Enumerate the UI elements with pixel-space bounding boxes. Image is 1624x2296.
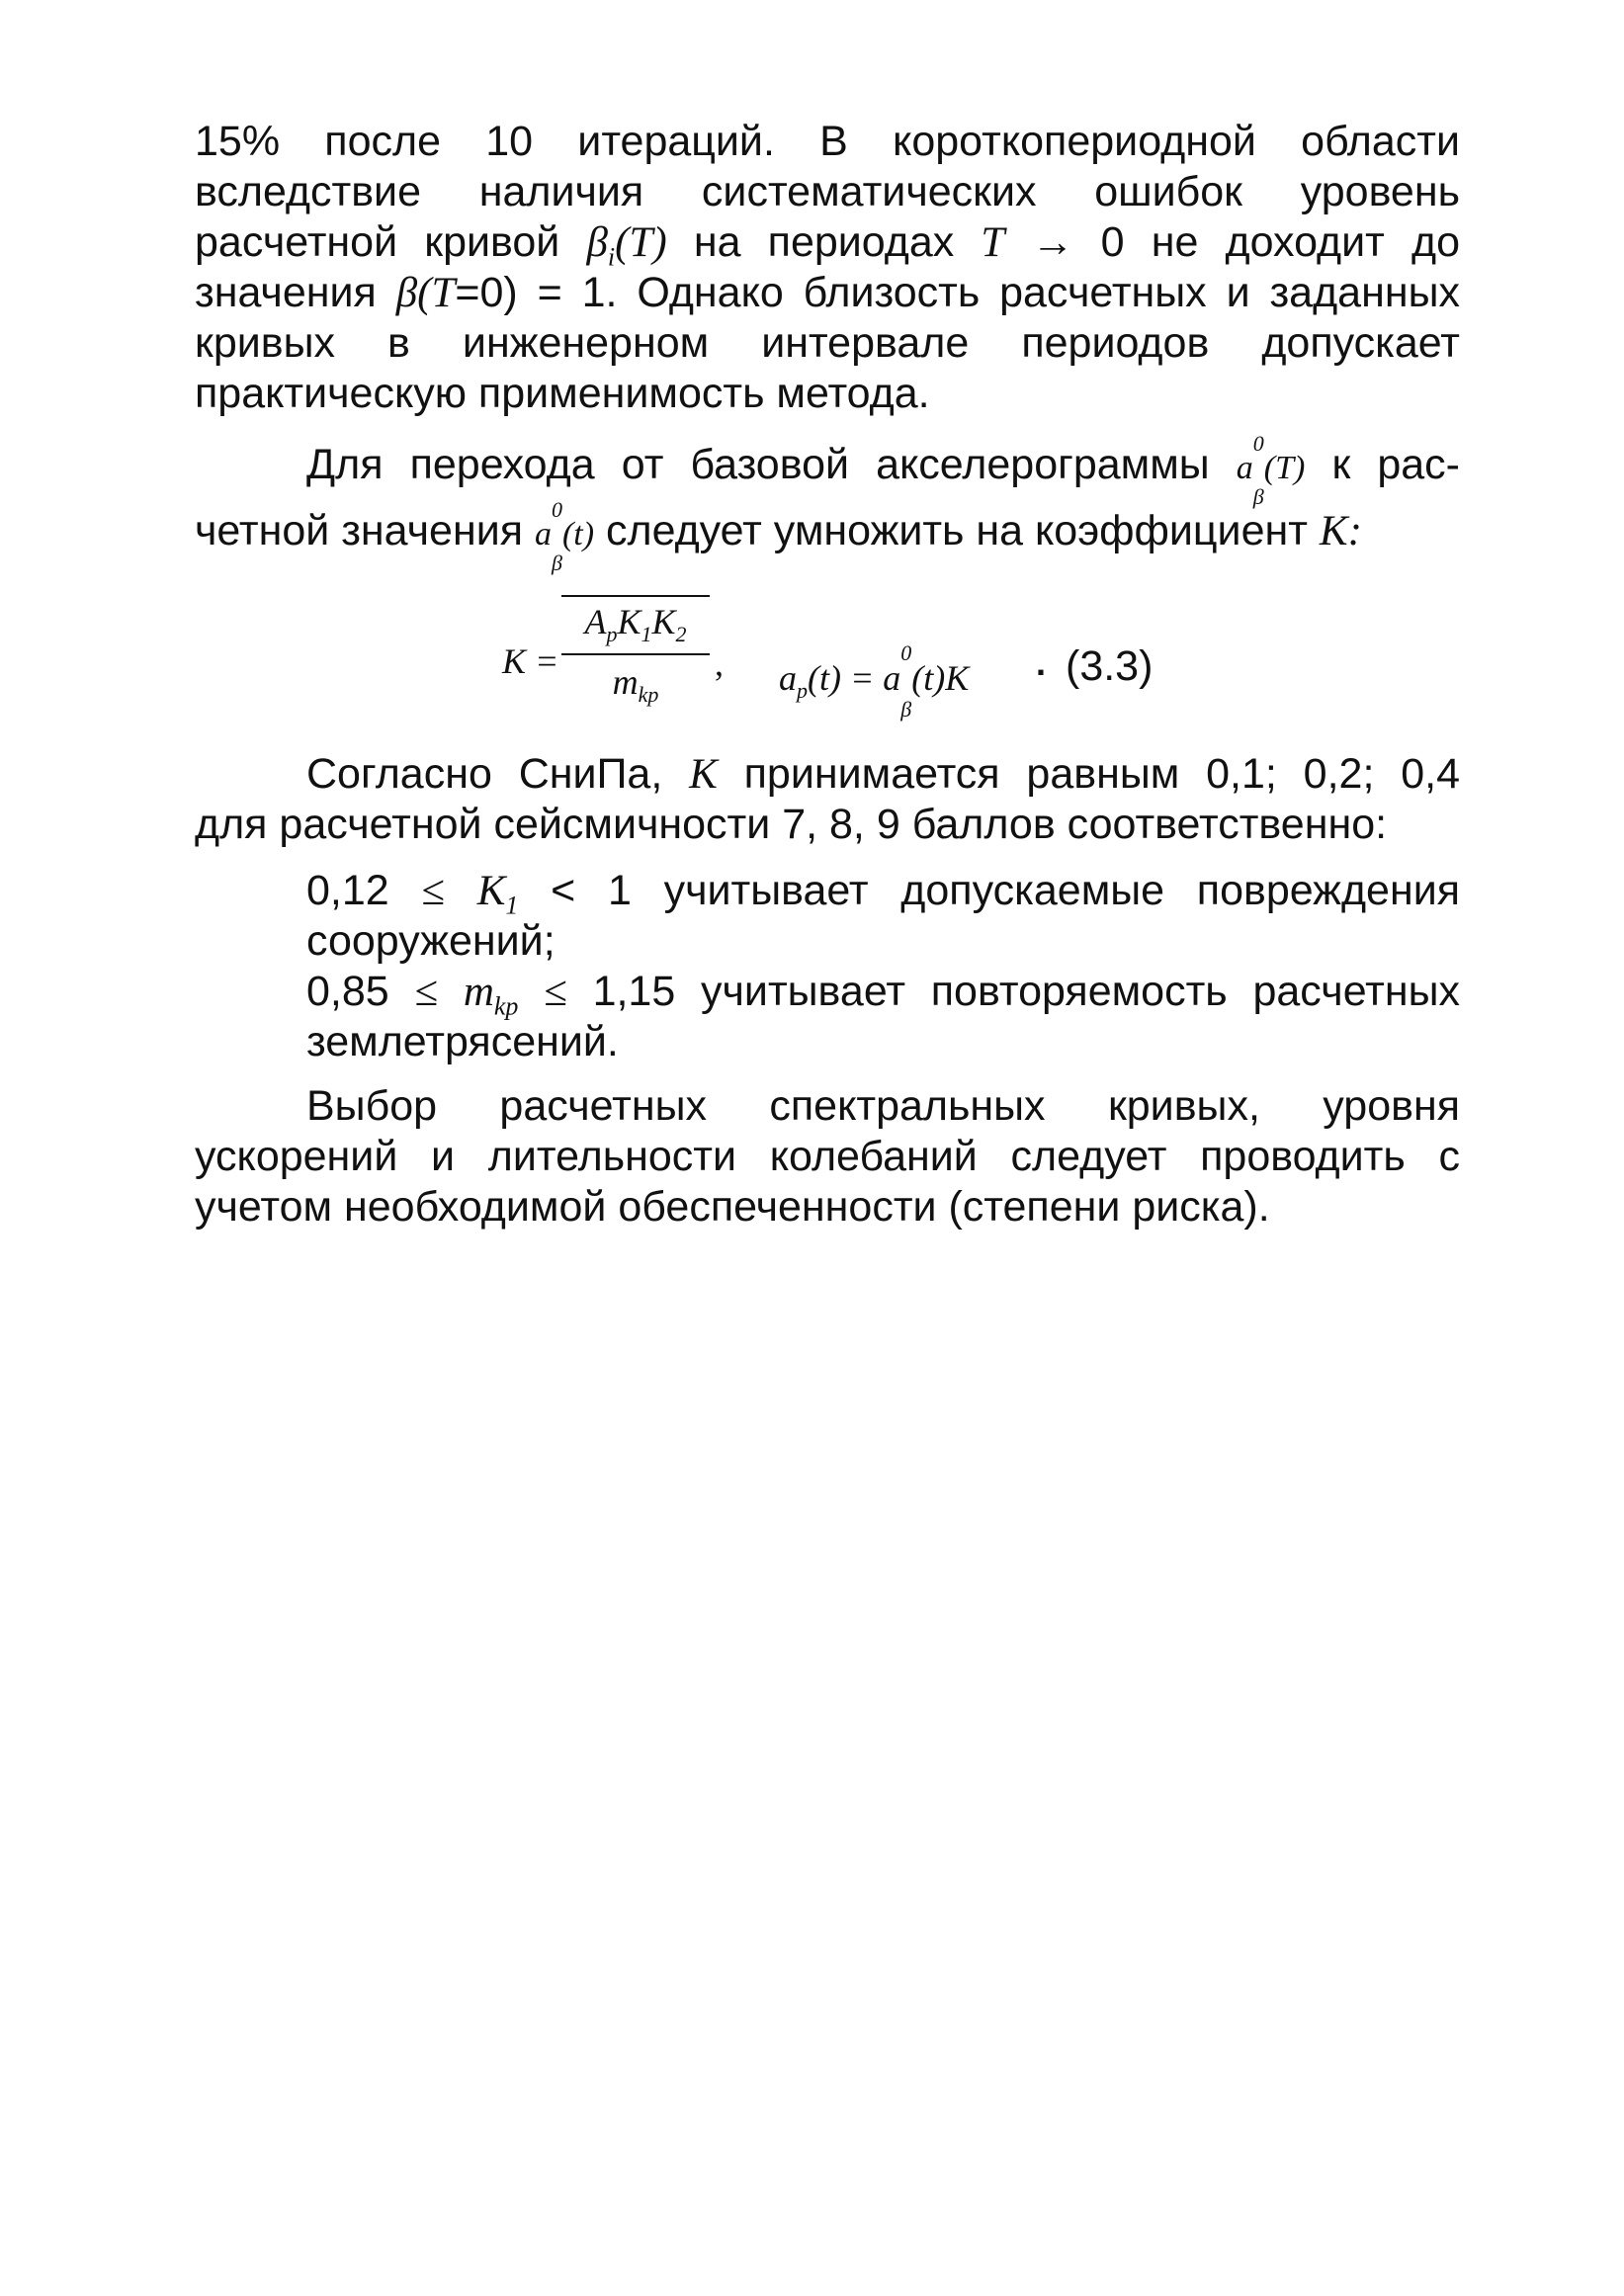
text-fragment: к рас-: [1331, 440, 1460, 488]
formula-rhs: $a_p(t) = a^0$ $_\beta$(t)K: [779, 640, 970, 723]
text-line: практическую применимость метода.: [195, 370, 930, 417]
formula-3-3: [502, 591, 1194, 729]
text-line: ускорений и лительности колебаний следует проводить с: [195, 1133, 1460, 1180]
text-line: для расчетной сейсмичности 7, 8, 9 баллов соответственно:: [195, 801, 1388, 848]
list-item-cont: землетрясений.: [306, 1018, 619, 1065]
text-fragment: = 1. Однако близость расчетных и заданных: [537, 269, 1460, 316]
beta-T0-symbol: β(T: [395, 270, 456, 316]
text-line: кривых в инженерном интервале периодов допускает: [195, 319, 1460, 367]
text-line: значения β(T=0) = 1. Однако близость расчетных и заданных: [195, 269, 1460, 316]
condition-range: $0,85 \le m_{kp} \le 1,15$: [306, 968, 676, 1021]
formula-comma: ,: [715, 643, 724, 683]
text-line: расчетной кривой $\beta_i(T)$ на периодах T → 0 не доходит до: [195, 218, 1460, 272]
text-line: учетом необходимой обеспеченности (степени риска).: [195, 1183, 1270, 1231]
a-beta-T-symbol: $a^0$ $_\beta$(T): [1236, 431, 1306, 510]
text-fragment: расчетной кривой: [195, 218, 560, 266]
K-symbol: K:: [1319, 507, 1362, 554]
T-to-zero-symbol: T: [981, 219, 1005, 266]
text-fragment: значения: [195, 269, 377, 316]
a-beta-t-symbol: $a^0$ $_\beta$(t): [534, 497, 595, 576]
beta-i-T-symbol: $\beta_i(T)$: [586, 219, 667, 272]
equation-number: (3.3): [1066, 642, 1154, 690]
text-fragment: Согласно СниПа,: [306, 750, 663, 798]
fraction-bar: [561, 653, 710, 655]
text-fragment: на периодах: [693, 218, 955, 266]
arrow-symbol: →: [1031, 219, 1074, 266]
text-line: [306, 749, 1460, 800]
formula-fraction: [561, 595, 710, 708]
list-item-cont: сооружений;: [306, 917, 556, 965]
formula-dot: .: [1036, 642, 1047, 683]
text-line: [306, 433, 1460, 508]
text-fragment: не доходит до: [1151, 218, 1460, 266]
condition-text: учитывает повторяемость расчетных: [701, 968, 1461, 1015]
condition-text: учитывает допускаемые повреждения: [663, 867, 1461, 914]
formula-lhs: K =: [502, 641, 559, 681]
K-symbol: K: [689, 751, 718, 798]
formula-denominator: $m_{kp}$: [612, 662, 659, 708]
text-fragment: принимается равным 0,1; 0,2; 0,4: [743, 750, 1460, 798]
formula-numerator: $A_pK_1K_2$: [561, 595, 710, 647]
text-line: 15% после 10 итераций. В короткопериодной области: [195, 118, 1460, 165]
text-line: Выбор расчетных спектральных кривых, уровня: [306, 1082, 1460, 1130]
text-fragment: следует умножить на коэффициент: [606, 506, 1308, 554]
text-fragment: четной значения: [195, 506, 524, 554]
text-line: вследствие наличия систематических ошибок уровень: [195, 168, 1460, 215]
text-fragment: Для перехода от базовой акселерограммы: [306, 440, 1210, 488]
condition-range: $0,12 \le K_1 < 1$: [306, 867, 632, 920]
text-line: [195, 499, 1460, 574]
